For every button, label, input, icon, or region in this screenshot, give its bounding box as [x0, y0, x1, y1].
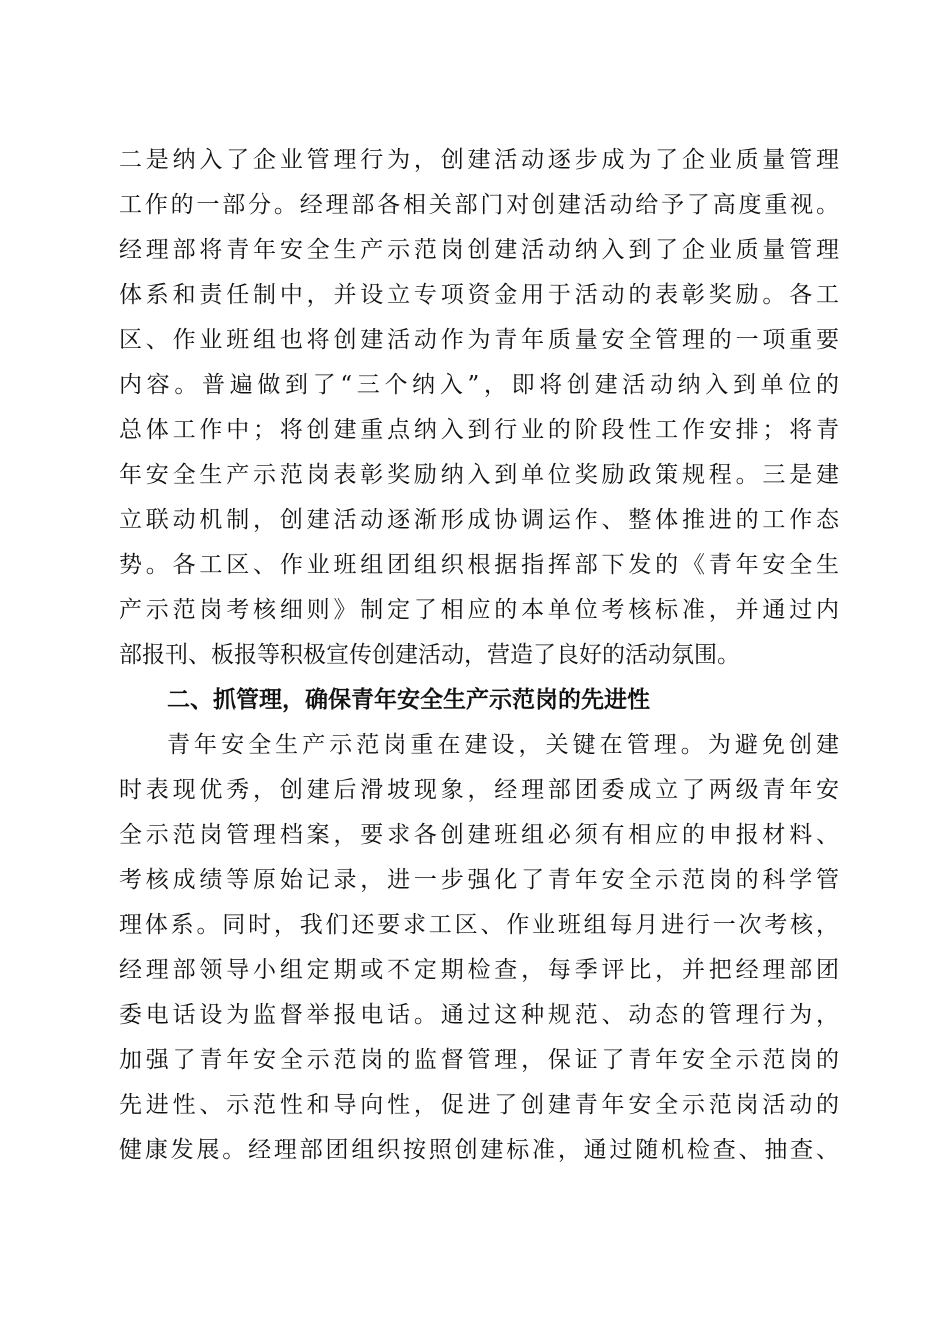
- paragraph-line: 青年安全生产示范岗重在建设，关键在管理。为避免创建: [167, 732, 839, 758]
- paragraph-line: 先进性、示范性和导向性，促进了创建青年安全示范岗活动的: [119, 1092, 839, 1118]
- paragraph-line: 二是纳入了企业管理行为，创建活动逐步成为了企业质量管理: [119, 147, 839, 173]
- paragraph-line: 理体系。同时，我们还要求工区、作业班组每月进行一次考核，: [119, 912, 839, 938]
- paragraph-line: 部报刊、板报等积极宣传创建活动，营造了良好的活动氛围。: [119, 642, 740, 668]
- paragraph-line: 委电话设为监督举报电话。通过这种规范、动态的管理行为，: [119, 1002, 839, 1028]
- paragraph-line: 工作的一部分。经理部各相关部门对创建活动给予了高度重视。: [119, 192, 839, 218]
- paragraph-line: 产示范岗考核细则》制定了相应的本单位考核标准，并通过内: [119, 597, 839, 623]
- paragraph-line: 立联动机制，创建活动逐渐形成协调运作、整体推进的工作态: [119, 507, 839, 533]
- paragraph-line: 区、作业班组也将创建活动作为青年质量安全管理的一项重要: [119, 327, 839, 353]
- section-heading: 二、抓管理，确保青年安全生产示范岗的先进性: [167, 687, 650, 713]
- paragraph-line: 体系和责任制中，并设立专项资金用于活动的表彰奖励。各工: [119, 282, 839, 308]
- paragraph-line: 势。各工区、作业班组团组织根据指挥部下发的《青年安全生: [119, 552, 839, 578]
- paragraph-line: 加强了青年安全示范岗的监督管理，保证了青年安全示范岗的: [119, 1047, 839, 1073]
- paragraph-line: 考核成绩等原始记录，进一步强化了青年安全示范岗的科学管: [119, 867, 839, 893]
- paragraph-line: 总体工作中；将创建重点纳入到行业的阶段性工作安排；将青: [119, 417, 839, 443]
- paragraph-line: 时表现优秀，创建后滑坡现象，经理部团委成立了两级青年安: [119, 777, 839, 803]
- paragraph-line: 年安全生产示范岗表彰奖励纳入到单位奖励政策规程。三是建: [119, 462, 839, 488]
- paragraph-line: 健康发展。经理部团组织按照创建标准，通过随机检查、抽查、: [119, 1137, 839, 1163]
- paragraph-line: 经理部领导小组定期或不定期检查，每季评比，并把经理部团: [119, 957, 839, 983]
- paragraph-line: 经理部将青年安全生产示范岗创建活动纳入到了企业质量管理: [119, 237, 839, 263]
- paragraph-line: 内容。普遍做到了“三个纳入”，即将创建活动纳入到单位的: [119, 372, 839, 398]
- paragraph-line: 全示范岗管理档案，要求各创建班组必须有相应的申报材料、: [119, 822, 839, 848]
